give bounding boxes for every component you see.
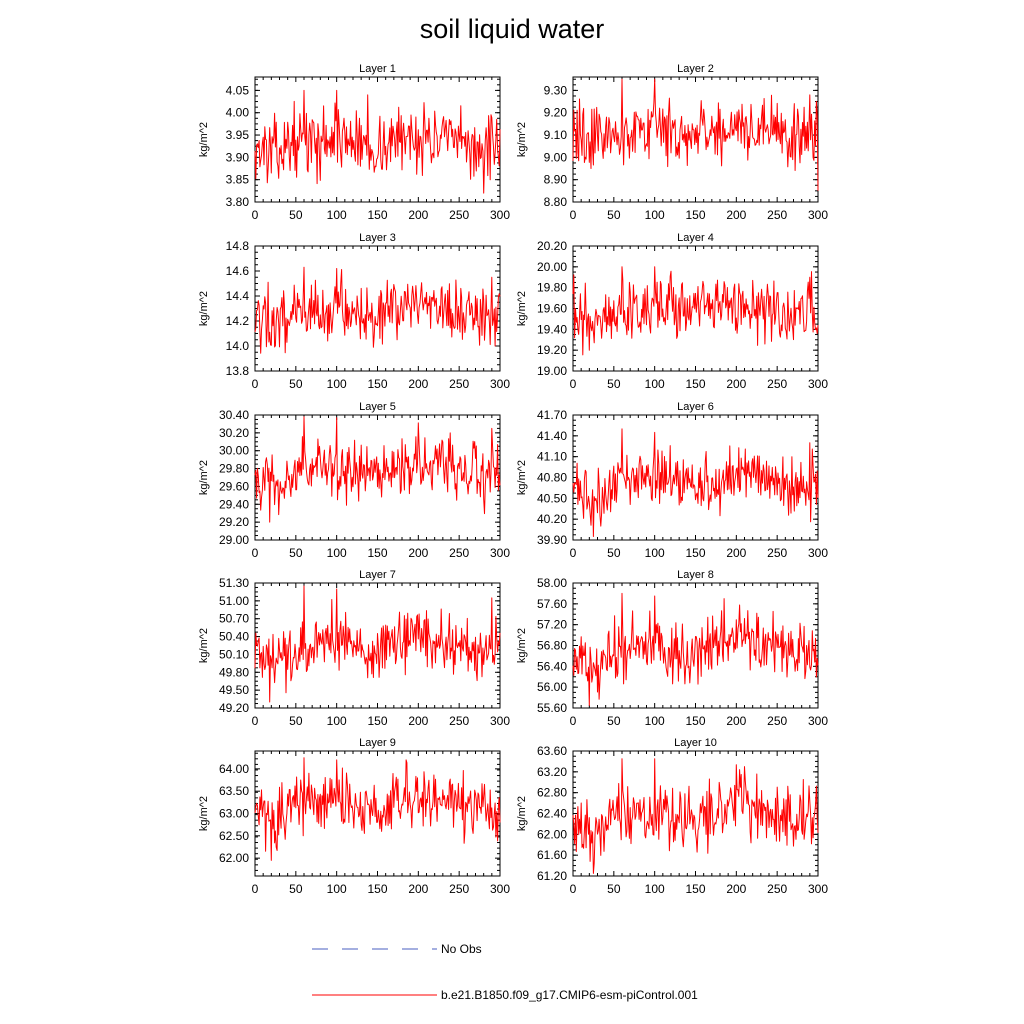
x-tick-label: 150	[685, 882, 706, 896]
x-tick-label: 200	[408, 714, 429, 728]
y-tick-label: 40.50	[536, 491, 567, 506]
legend-swatch-no-obs	[312, 944, 442, 954]
y-tick-label: 51.30	[218, 576, 249, 590]
panel-title: Layer 7	[359, 569, 396, 581]
panel-title: Layer 1	[359, 63, 396, 75]
panel-title: Layer 6	[677, 401, 714, 413]
y-tick-label: 8.90	[543, 172, 567, 187]
x-tick-label: 50	[289, 377, 303, 391]
x-tick-label: 250	[449, 546, 470, 560]
legend-label-no-obs: No Obs	[441, 942, 482, 956]
x-tick-label: 150	[367, 377, 388, 391]
y-tick-label: 19.20	[536, 343, 567, 358]
y-tick-label: 41.40	[536, 428, 567, 443]
x-tick-label: 0	[251, 377, 259, 391]
x-tick-label: 300	[807, 377, 829, 391]
y-tick-label: 57.20	[536, 617, 567, 632]
y-tick-label: 40.80	[536, 470, 567, 485]
y-tick-label: 30.20	[218, 425, 249, 440]
y-tick-label: 19.80	[536, 280, 567, 295]
x-tick-label: 0	[569, 882, 577, 896]
x-tick-label: 100	[644, 208, 665, 222]
x-tick-label: 300	[489, 546, 511, 560]
y-tick-label: 29.00	[218, 533, 249, 547]
series-line	[255, 586, 500, 702]
panel-layer-2	[516, 63, 828, 222]
y-tick-label: 19.00	[536, 364, 567, 378]
x-tick-label: 300	[489, 208, 511, 222]
panel-layer-1	[198, 63, 510, 222]
x-tick-label: 250	[449, 714, 470, 728]
x-tick-label: 100	[326, 377, 347, 391]
y-axis-label: kg/m^2	[516, 121, 528, 158]
y-tick-label: 62.50	[218, 828, 249, 843]
y-tick-label: 63.60	[536, 744, 567, 758]
y-tick-label: 63.50	[218, 784, 249, 799]
x-tick-label: 150	[685, 714, 706, 728]
y-tick-label: 29.80	[218, 461, 249, 476]
y-tick-label: 50.70	[218, 611, 249, 626]
x-tick-label: 250	[449, 208, 470, 222]
y-tick-label: 14.6	[225, 264, 249, 278]
series-line	[573, 593, 818, 705]
x-tick-label: 250	[767, 377, 788, 391]
x-tick-label: 200	[408, 882, 429, 896]
x-tick-label: 150	[367, 714, 388, 728]
x-tick-label: 50	[607, 714, 621, 728]
x-tick-label: 300	[807, 882, 829, 896]
x-tick-label: 100	[644, 546, 665, 560]
y-tick-label: 49.20	[218, 701, 249, 715]
y-axis-label: kg/m^2	[198, 627, 210, 664]
y-tick-label: 51.00	[218, 593, 249, 608]
y-tick-label: 14.0	[225, 339, 249, 353]
y-axis-label: kg/m^2	[516, 459, 528, 496]
x-tick-label: 300	[807, 208, 829, 222]
x-tick-label: 300	[807, 546, 829, 560]
x-tick-label: 250	[449, 377, 470, 391]
panel-layer-10	[516, 737, 828, 896]
y-tick-label: 56.40	[536, 659, 567, 674]
y-axis-label: kg/m^2	[516, 290, 528, 327]
plot-frame	[255, 246, 500, 371]
x-tick-label: 150	[367, 208, 388, 222]
y-tick-label: 41.10	[536, 449, 567, 464]
y-tick-label: 30.00	[218, 443, 249, 458]
panel-layer-8	[516, 569, 828, 728]
y-tick-label: 30.40	[218, 408, 249, 422]
x-tick-label: 200	[726, 546, 747, 560]
x-tick-label: 200	[726, 208, 747, 222]
series-line	[255, 758, 500, 861]
x-tick-label: 300	[489, 714, 511, 728]
x-tick-label: 100	[326, 546, 347, 560]
x-tick-label: 50	[289, 208, 303, 222]
panel-layer-3	[198, 232, 510, 391]
y-tick-label: 62.80	[536, 785, 567, 800]
y-tick-label: 63.20	[536, 764, 567, 779]
y-tick-label: 64.00	[218, 761, 249, 776]
series-line	[255, 90, 500, 193]
y-tick-label: 9.00	[543, 150, 567, 165]
y-tick-label: 49.80	[218, 665, 249, 680]
series-line	[573, 79, 818, 191]
y-tick-label: 29.20	[218, 515, 249, 530]
y-tick-label: 50.40	[218, 629, 249, 644]
y-axis-label: kg/m^2	[198, 290, 210, 327]
y-axis-label: kg/m^2	[198, 121, 210, 158]
x-tick-label: 150	[367, 882, 388, 896]
x-tick-label: 100	[644, 714, 665, 728]
x-tick-label: 50	[607, 208, 621, 222]
panel-layer-4	[516, 232, 828, 391]
panel-layer-7	[198, 569, 510, 728]
y-tick-label: 55.60	[536, 701, 567, 715]
series-line	[573, 267, 818, 355]
y-tick-label: 3.85	[225, 172, 249, 187]
x-tick-label: 0	[251, 714, 259, 728]
x-tick-label: 0	[569, 208, 577, 222]
panel-title: Layer 3	[359, 232, 396, 244]
x-tick-label: 150	[685, 377, 706, 391]
x-tick-label: 200	[408, 546, 429, 560]
x-tick-label: 300	[489, 377, 511, 391]
panel-title: Layer 2	[677, 63, 714, 75]
x-tick-label: 50	[607, 882, 621, 896]
panel-layer-6	[516, 401, 828, 560]
panel-title: Layer 8	[677, 569, 714, 581]
y-axis-label: kg/m^2	[516, 627, 528, 664]
y-tick-label: 20.00	[536, 259, 567, 274]
y-tick-label: 14.2	[225, 314, 249, 328]
legend-swatch-model	[312, 990, 442, 1000]
x-tick-label: 100	[326, 882, 347, 896]
y-tick-label: 14.8	[225, 239, 249, 253]
x-tick-label: 100	[644, 377, 665, 391]
x-tick-label: 100	[326, 714, 347, 728]
panel-layer-9	[198, 737, 510, 896]
x-tick-label: 250	[767, 714, 788, 728]
y-tick-label: 58.00	[536, 576, 567, 590]
series-line	[573, 429, 818, 537]
y-tick-label: 3.80	[225, 195, 249, 209]
x-tick-label: 0	[569, 714, 577, 728]
y-tick-label: 62.40	[536, 806, 567, 821]
x-tick-label: 300	[807, 714, 829, 728]
panel-layer-5	[198, 401, 510, 560]
y-tick-label: 56.80	[536, 638, 567, 653]
y-tick-label: 9.20	[543, 105, 567, 120]
x-tick-label: 100	[326, 208, 347, 222]
panel-title: Layer 10	[674, 737, 717, 749]
x-tick-label: 300	[489, 882, 511, 896]
x-tick-label: 0	[251, 208, 259, 222]
y-tick-label: 63.00	[218, 806, 249, 821]
y-tick-label: 19.40	[536, 322, 567, 337]
x-tick-label: 150	[367, 546, 388, 560]
x-tick-label: 150	[685, 208, 706, 222]
x-tick-label: 50	[607, 546, 621, 560]
x-tick-label: 0	[251, 546, 259, 560]
legend-label-model: b.e21.B1850.f09_g17.CMIP6-esm-piControl.001	[441, 988, 698, 1002]
x-tick-label: 50	[289, 546, 303, 560]
y-tick-label: 40.20	[536, 512, 567, 527]
x-tick-label: 250	[767, 882, 788, 896]
y-tick-label: 62.00	[218, 851, 249, 866]
y-tick-label: 39.90	[536, 533, 567, 547]
x-tick-label: 50	[289, 714, 303, 728]
x-tick-label: 250	[767, 546, 788, 560]
series-line	[255, 417, 500, 522]
y-tick-label: 62.00	[536, 827, 567, 842]
y-tick-label: 9.30	[543, 83, 567, 98]
y-tick-label: 57.60	[536, 596, 567, 611]
x-tick-label: 200	[408, 377, 429, 391]
series-line	[255, 267, 500, 353]
y-tick-label: 49.50	[218, 683, 249, 698]
y-axis-label: kg/m^2	[516, 795, 528, 832]
panel-title: Layer 5	[359, 401, 396, 413]
y-tick-label: 8.80	[543, 195, 567, 209]
y-tick-label: 13.8	[225, 364, 249, 378]
y-tick-label: 19.60	[536, 301, 567, 316]
x-tick-label: 50	[289, 882, 303, 896]
y-tick-label: 14.4	[225, 289, 249, 303]
x-tick-label: 200	[726, 882, 747, 896]
x-tick-label: 250	[449, 882, 470, 896]
y-tick-label: 4.00	[225, 105, 249, 120]
panel-title: Layer 4	[677, 232, 714, 244]
y-tick-label: 56.00	[536, 680, 567, 695]
x-tick-label: 200	[726, 377, 747, 391]
y-tick-label: 61.60	[536, 848, 567, 863]
x-tick-label: 0	[569, 377, 577, 391]
x-tick-label: 0	[569, 546, 577, 560]
y-tick-label: 50.10	[218, 647, 249, 662]
series-line	[573, 759, 818, 874]
x-tick-label: 250	[767, 208, 788, 222]
y-tick-label: 29.60	[218, 479, 249, 494]
y-tick-label: 41.70	[536, 408, 567, 422]
figure-title: soil liquid water	[419, 14, 605, 44]
y-tick-label: 61.20	[536, 869, 567, 883]
x-tick-label: 150	[685, 546, 706, 560]
y-tick-label: 29.40	[218, 497, 249, 512]
panel-title: Layer 9	[359, 737, 396, 749]
y-tick-label: 9.10	[543, 128, 567, 143]
x-tick-label: 100	[644, 882, 665, 896]
x-tick-label: 200	[726, 714, 747, 728]
y-axis-label: kg/m^2	[198, 795, 210, 832]
y-tick-label: 3.90	[225, 150, 249, 165]
y-tick-label: 3.95	[225, 128, 249, 143]
y-axis-label: kg/m^2	[198, 459, 210, 496]
x-tick-label: 50	[607, 377, 621, 391]
x-tick-label: 200	[408, 208, 429, 222]
x-tick-label: 0	[251, 882, 259, 896]
y-tick-label: 4.05	[225, 83, 249, 98]
y-tick-label: 20.20	[536, 239, 567, 253]
